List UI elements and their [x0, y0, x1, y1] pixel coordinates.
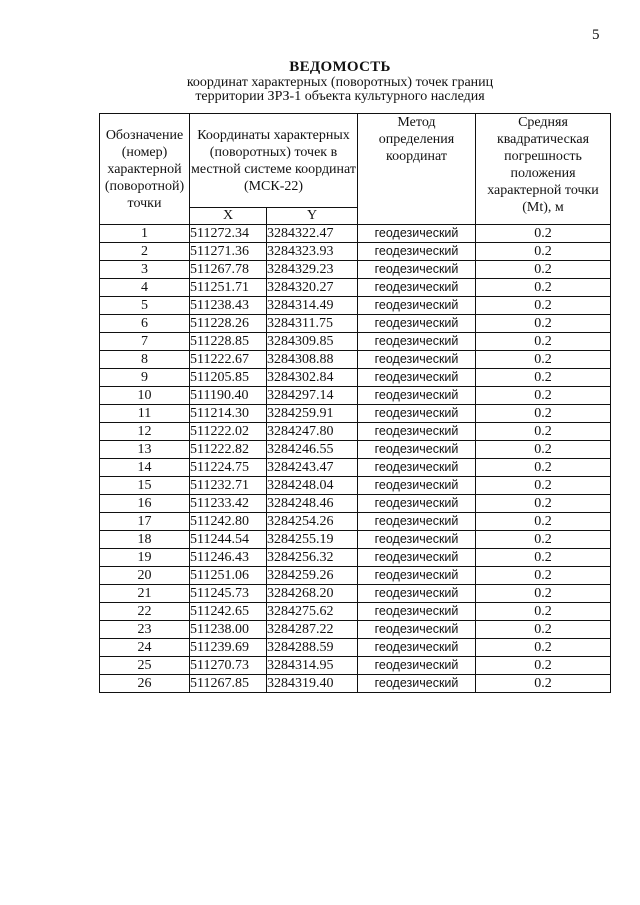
y-coordinate-cell: 3284243.47: [267, 459, 358, 477]
table-row: [100, 531, 611, 549]
document-subtitle-line-1: координат характерных (поворотных) точек границ: [186, 75, 494, 90]
error-cell: 0.2: [476, 279, 611, 297]
x-coordinate-cell: 511251.71: [190, 279, 267, 297]
x-coordinate-cell: 511222.82: [190, 441, 267, 459]
point-number-cell: 18: [100, 531, 190, 549]
table-row: [100, 495, 611, 513]
method-cell: геодезический: [358, 351, 476, 369]
error-cell: 0.2: [476, 603, 611, 621]
method-cell: геодезический: [358, 405, 476, 423]
header-point-number: Обозначение (номер) характерной (поворотной) точки: [100, 114, 190, 225]
x-coordinate-cell: 511242.80: [190, 513, 267, 531]
y-coordinate-cell: 3284248.04: [267, 477, 358, 495]
error-cell: 0.2: [476, 441, 611, 459]
y-coordinate-cell: 3284314.95: [267, 657, 358, 675]
method-cell: геодезический: [358, 369, 476, 387]
error-cell: 0.2: [476, 675, 611, 693]
method-cell: геодезический: [358, 243, 476, 261]
header-error: Средняя квадратическая погрешность положения характерной точки (Mt), м: [476, 114, 611, 225]
x-coordinate-cell: 511233.42: [190, 495, 267, 513]
point-number-cell: 22: [100, 603, 190, 621]
table-row: [100, 333, 611, 351]
y-coordinate-cell: 3284302.84: [267, 369, 358, 387]
y-coordinate-cell: 3284248.46: [267, 495, 358, 513]
x-coordinate-cell: 511190.40: [190, 387, 267, 405]
x-coordinate-cell: 511228.85: [190, 333, 267, 351]
point-number-cell: 1: [100, 225, 190, 243]
y-coordinate-cell: 3284259.91: [267, 405, 358, 423]
y-coordinate-cell: 3284247.80: [267, 423, 358, 441]
point-number-cell: 8: [100, 351, 190, 369]
y-coordinate-cell: 3284255.19: [267, 531, 358, 549]
table-row: [100, 567, 611, 585]
error-cell: 0.2: [476, 297, 611, 315]
x-coordinate-cell: 511246.43: [190, 549, 267, 567]
method-cell: геодезический: [358, 333, 476, 351]
error-cell: 0.2: [476, 621, 611, 639]
table-row: [100, 351, 611, 369]
table-row: [100, 477, 611, 495]
point-number-cell: 19: [100, 549, 190, 567]
point-number-cell: 21: [100, 585, 190, 603]
error-cell: 0.2: [476, 351, 611, 369]
table-row: [100, 603, 611, 621]
y-coordinate-cell: 3284246.55: [267, 441, 358, 459]
table-row: [100, 423, 611, 441]
point-number-cell: 26: [100, 675, 190, 693]
point-number-cell: 14: [100, 459, 190, 477]
error-cell: 0.2: [476, 243, 611, 261]
x-coordinate-cell: 511251.06: [190, 567, 267, 585]
point-number-cell: 17: [100, 513, 190, 531]
x-coordinate-cell: 511242.65: [190, 603, 267, 621]
y-coordinate-cell: 3284329.23: [267, 261, 358, 279]
error-cell: 0.2: [476, 333, 611, 351]
error-cell: 0.2: [476, 531, 611, 549]
y-coordinate-cell: 3284259.26: [267, 567, 358, 585]
table-row: [100, 261, 611, 279]
point-number-cell: 11: [100, 405, 190, 423]
y-coordinate-cell: 3284275.62: [267, 603, 358, 621]
table-row: [100, 585, 611, 603]
error-cell: 0.2: [476, 585, 611, 603]
method-cell: геодезический: [358, 621, 476, 639]
table-header: [100, 114, 611, 225]
page-number: 5: [592, 27, 600, 43]
method-cell: геодезический: [358, 297, 476, 315]
x-coordinate-cell: 511270.73: [190, 657, 267, 675]
error-cell: 0.2: [476, 567, 611, 585]
x-coordinate-cell: 511232.71: [190, 477, 267, 495]
table-row: [100, 441, 611, 459]
point-number-cell: 23: [100, 621, 190, 639]
error-cell: 0.2: [476, 657, 611, 675]
method-cell: геодезический: [358, 423, 476, 441]
y-coordinate-cell: 3284309.85: [267, 333, 358, 351]
x-coordinate-cell: 511214.30: [190, 405, 267, 423]
point-number-cell: 2: [100, 243, 190, 261]
x-coordinate-cell: 511224.75: [190, 459, 267, 477]
point-number-cell: 7: [100, 333, 190, 351]
point-number-cell: 6: [100, 315, 190, 333]
error-cell: 0.2: [476, 387, 611, 405]
point-number-cell: 5: [100, 297, 190, 315]
x-coordinate-cell: 511222.02: [190, 423, 267, 441]
header-method: Метод определения координат: [358, 114, 476, 225]
y-coordinate-cell: 3284320.27: [267, 279, 358, 297]
table-row: [100, 513, 611, 531]
method-cell: геодезический: [358, 495, 476, 513]
x-coordinate-cell: 511272.34: [190, 225, 267, 243]
x-coordinate-cell: 511205.85: [190, 369, 267, 387]
table-row: [100, 225, 611, 243]
y-coordinate-cell: 3284254.26: [267, 513, 358, 531]
document-subtitle-line-2: территории ЗРЗ-1 объекта культурного наследия: [195, 89, 485, 104]
method-cell: геодезический: [358, 657, 476, 675]
method-cell: геодезический: [358, 567, 476, 585]
header-x: X: [190, 208, 267, 225]
error-cell: 0.2: [476, 459, 611, 477]
table-row: [100, 315, 611, 333]
method-cell: геодезический: [358, 477, 476, 495]
y-coordinate-cell: 3284314.49: [267, 297, 358, 315]
table-row: [100, 639, 611, 657]
x-coordinate-cell: 511228.26: [190, 315, 267, 333]
method-cell: геодезический: [358, 387, 476, 405]
point-number-cell: 24: [100, 639, 190, 657]
x-coordinate-cell: 511245.73: [190, 585, 267, 603]
x-coordinate-cell: 511267.78: [190, 261, 267, 279]
y-coordinate-cell: 3284323.93: [267, 243, 358, 261]
error-cell: 0.2: [476, 639, 611, 657]
error-cell: 0.2: [476, 513, 611, 531]
table-row: [100, 405, 611, 423]
point-number-cell: 12: [100, 423, 190, 441]
table-row: [100, 459, 611, 477]
y-coordinate-cell: 3284311.75: [267, 315, 358, 333]
point-number-cell: 20: [100, 567, 190, 585]
header-y: Y: [267, 208, 358, 225]
table-row: [100, 657, 611, 675]
error-cell: 0.2: [476, 549, 611, 567]
method-cell: геодезический: [358, 531, 476, 549]
method-cell: геодезический: [358, 513, 476, 531]
point-number-cell: 9: [100, 369, 190, 387]
x-coordinate-cell: 511267.85: [190, 675, 267, 693]
x-coordinate-cell: 511222.67: [190, 351, 267, 369]
error-cell: 0.2: [476, 261, 611, 279]
point-number-cell: 10: [100, 387, 190, 405]
error-cell: 0.2: [476, 423, 611, 441]
coordinates-table: [99, 113, 611, 693]
method-cell: геодезический: [358, 549, 476, 567]
table-row: [100, 675, 611, 693]
y-coordinate-cell: 3284287.22: [267, 621, 358, 639]
table-row: [100, 369, 611, 387]
method-cell: геодезический: [358, 315, 476, 333]
y-coordinate-cell: 3284268.20: [267, 585, 358, 603]
x-coordinate-cell: 511238.43: [190, 297, 267, 315]
method-cell: геодезический: [358, 675, 476, 693]
table-row: [100, 621, 611, 639]
table-row: [100, 549, 611, 567]
error-cell: 0.2: [476, 315, 611, 333]
y-coordinate-cell: 3284322.47: [267, 225, 358, 243]
method-cell: геодезический: [358, 585, 476, 603]
point-number-cell: 15: [100, 477, 190, 495]
point-number-cell: 13: [100, 441, 190, 459]
header-coordinates: Координаты характерных (поворотных) точек в местной системе координат (МСК-22): [190, 114, 358, 208]
y-coordinate-cell: 3284308.88: [267, 351, 358, 369]
method-cell: геодезический: [358, 261, 476, 279]
table-row: [100, 243, 611, 261]
method-cell: геодезический: [358, 441, 476, 459]
x-coordinate-cell: 511238.00: [190, 621, 267, 639]
table-row: [100, 297, 611, 315]
method-cell: геодезический: [358, 459, 476, 477]
point-number-cell: 4: [100, 279, 190, 297]
error-cell: 0.2: [476, 369, 611, 387]
error-cell: 0.2: [476, 477, 611, 495]
document-title: ВЕДОМОСТЬ: [289, 59, 391, 75]
y-coordinate-cell: 3284319.40: [267, 675, 358, 693]
error-cell: 0.2: [476, 405, 611, 423]
y-coordinate-cell: 3284288.59: [267, 639, 358, 657]
point-number-cell: 16: [100, 495, 190, 513]
method-cell: геодезический: [358, 279, 476, 297]
method-cell: геодезический: [358, 603, 476, 621]
x-coordinate-cell: 511271.36: [190, 243, 267, 261]
x-coordinate-cell: 511244.54: [190, 531, 267, 549]
x-coordinate-cell: 511239.69: [190, 639, 267, 657]
y-coordinate-cell: 3284256.32: [267, 549, 358, 567]
table-row: [100, 387, 611, 405]
y-coordinate-cell: 3284297.14: [267, 387, 358, 405]
error-cell: 0.2: [476, 495, 611, 513]
point-number-cell: 3: [100, 261, 190, 279]
table-body: [100, 225, 611, 693]
table-row: [100, 279, 611, 297]
error-cell: 0.2: [476, 225, 611, 243]
method-cell: геодезический: [358, 225, 476, 243]
method-cell: геодезический: [358, 639, 476, 657]
point-number-cell: 25: [100, 657, 190, 675]
